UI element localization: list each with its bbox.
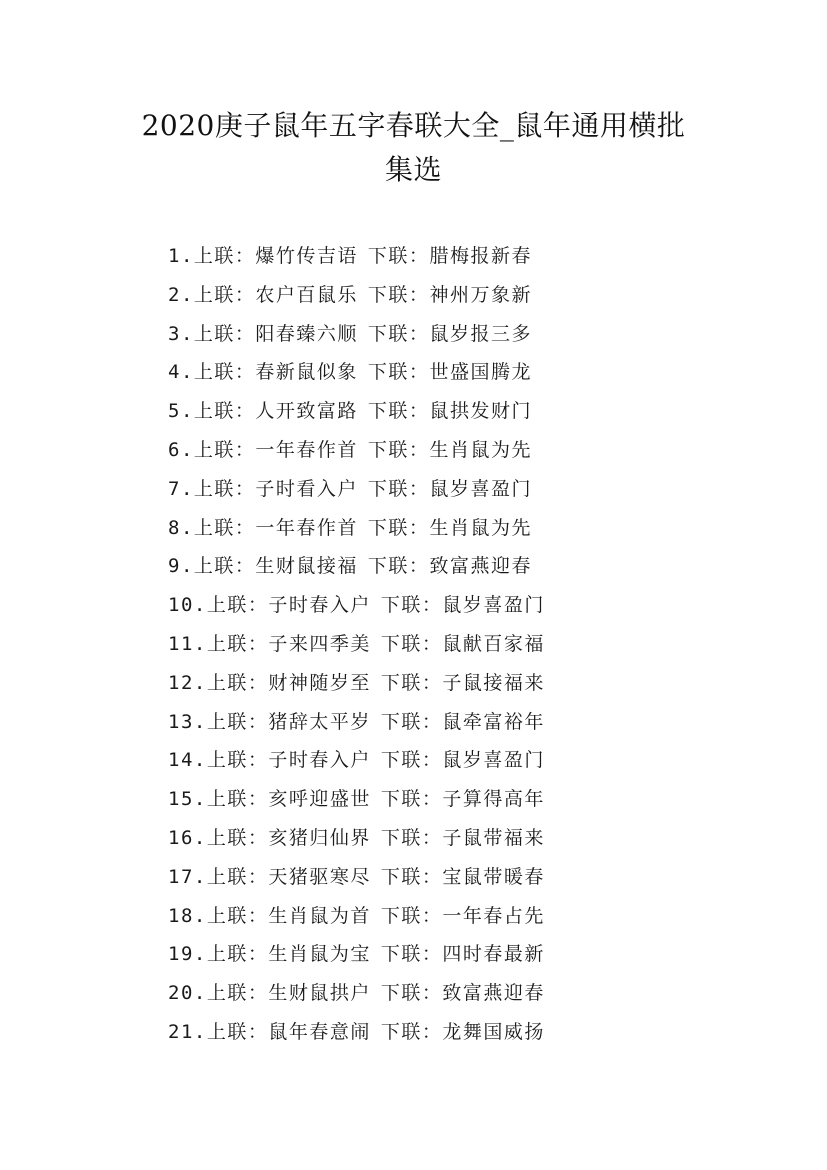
lower-line-label: 下联： — [380, 943, 443, 966]
upper-line-label: 上联： — [206, 904, 269, 927]
lower-line-label: 下联： — [367, 361, 430, 384]
upper-line-label: 上联： — [206, 1020, 269, 1043]
lower-line-label: 下联： — [380, 826, 443, 849]
lower-line-text: 鼠献百家福 — [442, 632, 545, 655]
lower-line-label: 下联： — [367, 438, 430, 461]
upper-line-label: 上联： — [193, 283, 256, 306]
upper-line-label: 上联： — [193, 516, 256, 539]
upper-line-label: 上联： — [193, 361, 256, 384]
lower-line-label: 下联： — [367, 477, 430, 500]
lower-line-label: 下联： — [380, 982, 443, 1005]
lower-line-text: 子算得高年 — [442, 788, 545, 811]
upper-line-text: 鼠年春意闹 — [268, 1020, 371, 1043]
couplet-number: 6. — [168, 438, 194, 461]
couplet-item — [168, 664, 545, 703]
lower-line-text: 四时春最新 — [442, 943, 545, 966]
lower-line-text: 致富燕迎春 — [429, 555, 532, 578]
upper-line-label: 上联： — [206, 710, 269, 733]
upper-line-label: 上联： — [206, 632, 269, 655]
lower-line-text: 腊梅报新春 — [429, 245, 532, 267]
couplet-number: 13. — [168, 710, 207, 733]
couplet-item — [168, 897, 545, 936]
upper-line-text: 阳春臻六顺 — [255, 322, 358, 345]
lower-line-text: 鼠拱发财门 — [429, 400, 532, 423]
upper-line-text: 人开致富路 — [255, 400, 358, 423]
couplet-number: 16. — [168, 826, 207, 849]
couplet-item — [168, 586, 545, 625]
lower-line-text: 鼠牵富裕年 — [442, 710, 545, 733]
couplet-item — [168, 470, 545, 509]
lower-line-label: 下联： — [367, 516, 430, 539]
couplet-number: 9. — [168, 555, 194, 578]
upper-line-label: 上联： — [206, 982, 269, 1005]
couplet-item — [168, 547, 545, 586]
lower-line-label: 下联： — [367, 283, 430, 306]
lower-line-label: 下联： — [367, 400, 430, 423]
couplet-number: 19. — [168, 943, 207, 966]
upper-line-text: 亥呼迎盛世 — [268, 788, 371, 811]
lower-line-label: 下联： — [380, 788, 443, 811]
lower-line-text: 鼠岁喜盈门 — [429, 477, 532, 500]
lower-line-text: 致富燕迎春 — [442, 982, 545, 1005]
couplet-number: 4. — [168, 361, 194, 384]
lower-line-text: 龙舞国威扬 — [442, 1020, 545, 1043]
couplet-item — [168, 509, 545, 548]
upper-line-text: 子时春入户 — [268, 594, 371, 617]
lower-line-text: 鼠岁报三多 — [429, 322, 532, 345]
couplet-number: 1. — [168, 245, 194, 267]
couplet-number: 20. — [168, 982, 207, 1005]
lower-line-text: 子鼠带福来 — [442, 826, 545, 849]
couplet-item — [168, 276, 545, 315]
upper-line-label: 上联： — [206, 788, 269, 811]
upper-line-label: 上联： — [206, 943, 269, 966]
lower-line-text: 子鼠接福来 — [442, 671, 545, 694]
lower-line-label: 下联： — [380, 594, 443, 617]
upper-line-text: 天猪驱寒尽 — [268, 865, 371, 888]
lower-line-text: 生肖鼠为先 — [429, 516, 532, 539]
lower-line-label: 下联： — [380, 710, 443, 733]
lower-line-text: 宝鼠带暖春 — [442, 865, 545, 888]
upper-line-text: 生肖鼠为宝 — [268, 943, 371, 966]
couplet-item — [168, 431, 545, 470]
couplet-item — [168, 703, 545, 742]
couplet-number: 11. — [168, 632, 207, 655]
lower-line-label: 下联： — [380, 865, 443, 888]
couplet-number: 10. — [168, 594, 207, 617]
lower-line-text: 鼠岁喜盈门 — [442, 749, 545, 772]
lower-line-label: 下联： — [380, 671, 443, 694]
upper-line-text: 生财鼠接福 — [255, 555, 358, 578]
couplet-number: 14. — [168, 749, 207, 772]
couplet-item — [168, 741, 545, 780]
upper-line-text: 农户百鼠乐 — [255, 283, 358, 306]
couplet-item — [168, 935, 545, 974]
upper-line-label: 上联： — [206, 749, 269, 772]
upper-line-text: 子来四季美 — [268, 632, 371, 655]
couplet-item — [168, 1013, 545, 1052]
upper-line-label: 上联： — [206, 594, 269, 617]
couplet-item — [168, 858, 545, 897]
lower-line-label: 下联： — [380, 904, 443, 927]
upper-line-label: 上联： — [193, 438, 256, 461]
upper-line-text: 一年春作首 — [255, 438, 358, 461]
lower-line-text: 一年春占先 — [442, 904, 545, 927]
upper-line-text: 生财鼠拱户 — [268, 982, 371, 1005]
upper-line-label: 上联： — [193, 555, 256, 578]
couplet-number: 5. — [168, 400, 194, 423]
upper-line-label: 上联： — [206, 826, 269, 849]
couplet-number: 12. — [168, 671, 207, 694]
couplet-item — [168, 315, 545, 354]
upper-line-text: 爆竹传吉语 — [255, 245, 358, 267]
upper-line-text: 亥猪归仙界 — [268, 826, 371, 849]
lower-line-text: 神州万象新 — [429, 283, 532, 306]
couplet-item — [168, 780, 545, 819]
couplet-item — [168, 625, 545, 664]
upper-line-label: 上联： — [193, 400, 256, 423]
couplet-number: 3. — [168, 322, 194, 345]
upper-line-text: 生肖鼠为首 — [268, 904, 371, 927]
title-line-2: 集选 — [384, 153, 442, 186]
lower-line-text: 鼠岁喜盈门 — [442, 594, 545, 617]
lower-line-label: 下联： — [367, 555, 430, 578]
lower-line-label: 下联： — [380, 632, 443, 655]
couplet-number: 15. — [168, 788, 207, 811]
upper-line-text: 春新鼠似象 — [255, 361, 358, 384]
couplet-number: 7. — [168, 477, 194, 500]
couplet-number: 8. — [168, 516, 194, 539]
upper-line-label: 上联： — [206, 671, 269, 694]
upper-line-text: 子时看入户 — [255, 477, 358, 500]
lower-line-label: 下联： — [367, 245, 430, 267]
lower-line-label: 下联： — [380, 1020, 443, 1043]
upper-line-text: 财神随岁至 — [268, 671, 371, 694]
upper-line-label: 上联： — [206, 865, 269, 888]
couplet-list — [168, 237, 545, 1052]
lower-line-label: 下联： — [380, 749, 443, 772]
title-line-1: 2020庚子鼠年五字春联大全_鼠年通用横批 — [141, 109, 686, 142]
upper-line-label: 上联： — [193, 245, 256, 267]
upper-line-text: 猪辞太平岁 — [268, 710, 371, 733]
upper-line-label: 上联： — [193, 322, 256, 345]
couplet-item — [168, 819, 545, 858]
lower-line-label: 下联： — [367, 322, 430, 345]
document-title — [100, 104, 727, 192]
lower-line-text: 世盛国腾龙 — [429, 361, 532, 384]
upper-line-text: 一年春作首 — [255, 516, 358, 539]
upper-line-label: 上联： — [193, 477, 256, 500]
couplet-number: 2. — [168, 283, 194, 306]
upper-line-text: 子时春入户 — [268, 749, 371, 772]
lower-line-text: 生肖鼠为先 — [429, 438, 532, 461]
couplet-number: 18. — [168, 904, 207, 927]
couplet-item — [168, 237, 545, 276]
couplet-number: 21. — [168, 1020, 207, 1043]
couplet-number: 17. — [168, 865, 207, 888]
couplet-item — [168, 392, 545, 431]
couplet-item — [168, 974, 545, 1013]
couplet-item — [168, 353, 545, 392]
